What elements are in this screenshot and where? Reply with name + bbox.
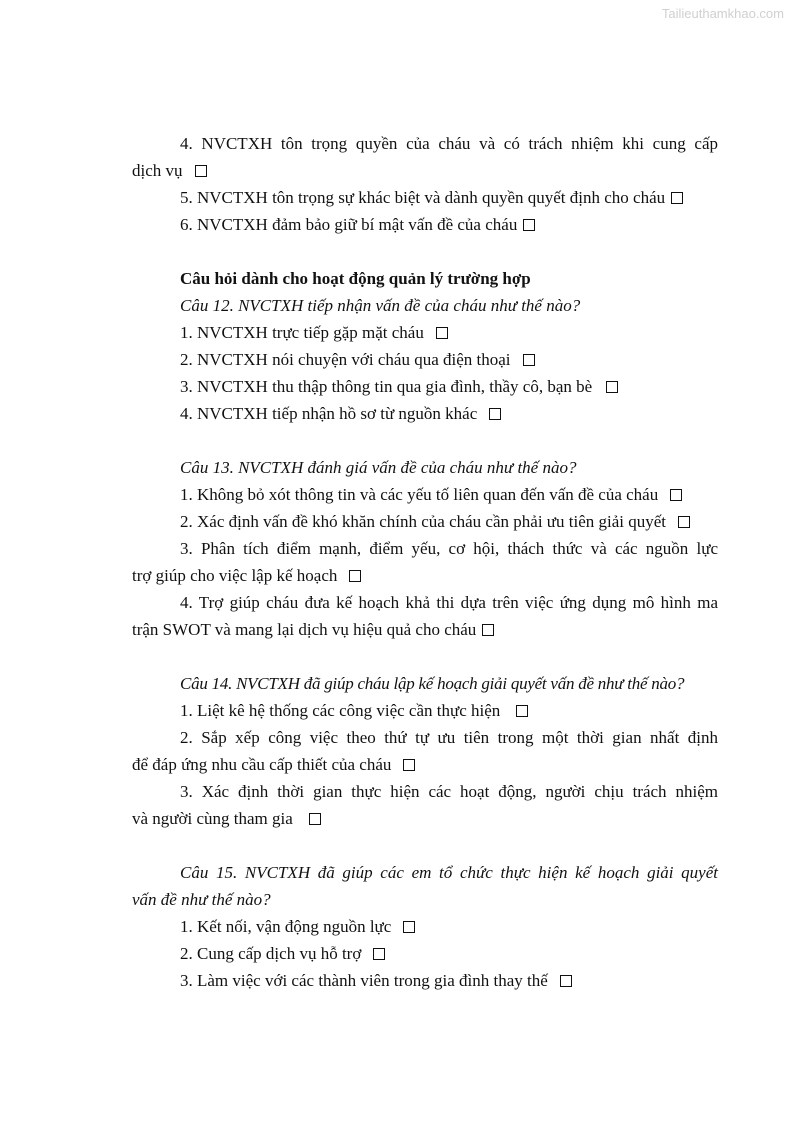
item-6 [132, 211, 718, 238]
q13-option-3 [132, 535, 718, 562]
option-text: 2. Cung cấp dịch vụ hỗ trợ [180, 944, 362, 963]
q15-option-1 [132, 913, 718, 940]
q13-option-3-cont [132, 562, 718, 589]
option-text: 2. Sắp xếp công việc theo thứ tự ưu tiên trong một thời gian nhất định [180, 728, 718, 747]
q14-option-3-cont [132, 805, 718, 832]
option-text: 3. Phân tích điểm mạnh, điểm yếu, cơ hội, thách thức và các nguồn lực [180, 539, 718, 558]
checkbox[interactable] [671, 192, 683, 204]
q12-option-2 [132, 346, 718, 373]
checkbox[interactable] [373, 948, 385, 960]
checkbox[interactable] [523, 354, 535, 366]
option-text-cont: trận SWOT và mang lại dịch vụ hiệu quả cho cháu [132, 620, 477, 639]
option-text: 4. NVCTXH tiếp nhận hồ sơ từ nguồn khác [180, 404, 478, 423]
checkbox[interactable] [606, 381, 618, 393]
q12-option-1 [132, 319, 718, 346]
q13-option-1 [132, 481, 718, 508]
q13-option-4-cont [132, 616, 718, 643]
checkbox[interactable] [489, 408, 501, 420]
option-text-cont: và người cùng tham gia [132, 809, 293, 828]
option-text: 4. Trợ giúp cháu đưa kế hoạch khả thi dựa trên việc ứng dụng mô hình ma [180, 593, 718, 612]
option-text-cont: trợ giúp cho việc lập kế hoạch [132, 566, 338, 585]
q13-option-2 [132, 508, 718, 535]
checkbox[interactable] [349, 570, 361, 582]
checkbox[interactable] [403, 759, 415, 771]
checkbox[interactable] [560, 975, 572, 987]
q14-option-3 [132, 778, 718, 805]
option-text: 3. Làm việc với các thành viên trong gia đình thay thế [180, 971, 548, 990]
q12-option-3 [132, 373, 718, 400]
watermark: Tailieuthamkhao.com [661, 6, 784, 21]
question-15 [132, 859, 718, 886]
q14-option-1 [132, 697, 718, 724]
section-heading: Câu hỏi dành cho hoạt động quản lý trường hợp [180, 269, 531, 288]
question-13: Câu 13. NVCTXH đánh giá vấn đề của cháu như thế nào? [180, 458, 577, 477]
q14-option-2-cont [132, 751, 718, 778]
item-6-text: 6. NVCTXH đảm bảo giữ bí mật vấn đề của cháu [180, 215, 518, 234]
checkbox[interactable] [195, 165, 207, 177]
item-4-text: 4. NVCTXH tôn trọng quyền của cháu và có trách nhiệm khi cung cấp [180, 134, 718, 153]
q15-option-2 [132, 940, 718, 967]
checkbox[interactable] [670, 489, 682, 501]
question-15-text: Câu 15. NVCTXH đã giúp các em tổ chức thực hiện kế hoạch giải quyết [180, 863, 718, 882]
item-4-cont [132, 157, 718, 184]
option-text: 1. Không bỏ xót thông tin và các yếu tố liên quan đến vấn đề của cháu [180, 485, 659, 504]
option-text: 2. Xác định vấn đề khó khăn chính của cháu cần phải ưu tiên giải quyết [180, 512, 667, 531]
checkbox[interactable] [482, 624, 494, 636]
checkbox[interactable] [309, 813, 321, 825]
option-text: 1. Kết nối, vận động nguồn lực [180, 917, 392, 936]
checkbox[interactable] [516, 705, 528, 717]
checkbox[interactable] [436, 327, 448, 339]
spacer [132, 238, 718, 265]
q15-option-3 [132, 967, 718, 994]
question-15-cont: vấn đề như thế nào? [132, 890, 271, 909]
checkbox[interactable] [678, 516, 690, 528]
item-5-text: 5. NVCTXH tôn trọng sự khác biệt và dành quyền quyết định cho cháu [180, 188, 666, 207]
option-text-cont: để đáp ứng nhu cầu cấp thiết của cháu [132, 755, 392, 774]
option-text: 3. Xác định thời gian thực hiện các hoạt động, người chịu trách nhiệm [180, 782, 718, 801]
checkbox[interactable] [523, 219, 535, 231]
option-text: 1. Liệt kê hệ thống các công việc cần thực hiện [180, 701, 501, 720]
item-4 [132, 130, 718, 157]
spacer [132, 643, 718, 670]
item-4-text-cont: dịch vụ [132, 161, 183, 180]
question-14: Câu 14. NVCTXH đã giúp cháu lập kế hoạch giải quyết vấn đề như thế nào? [180, 674, 685, 693]
option-text: 1. NVCTXH trực tiếp gặp mặt cháu [180, 323, 424, 342]
question-12: Câu 12. NVCTXH tiếp nhận vấn đề của cháu như thế nào? [180, 296, 581, 315]
option-text: 3. NVCTXH thu thập thông tin qua gia đình, thầy cô, bạn bè [180, 377, 593, 396]
q14-option-2 [132, 724, 718, 751]
checkbox[interactable] [403, 921, 415, 933]
item-5 [132, 184, 718, 211]
q12-option-4 [132, 400, 718, 427]
spacer [132, 832, 718, 859]
document-page [132, 130, 718, 994]
q13-option-4 [132, 589, 718, 616]
spacer [132, 427, 718, 454]
option-text: 2. NVCTXH nói chuyện với cháu qua điện thoại [180, 350, 511, 369]
